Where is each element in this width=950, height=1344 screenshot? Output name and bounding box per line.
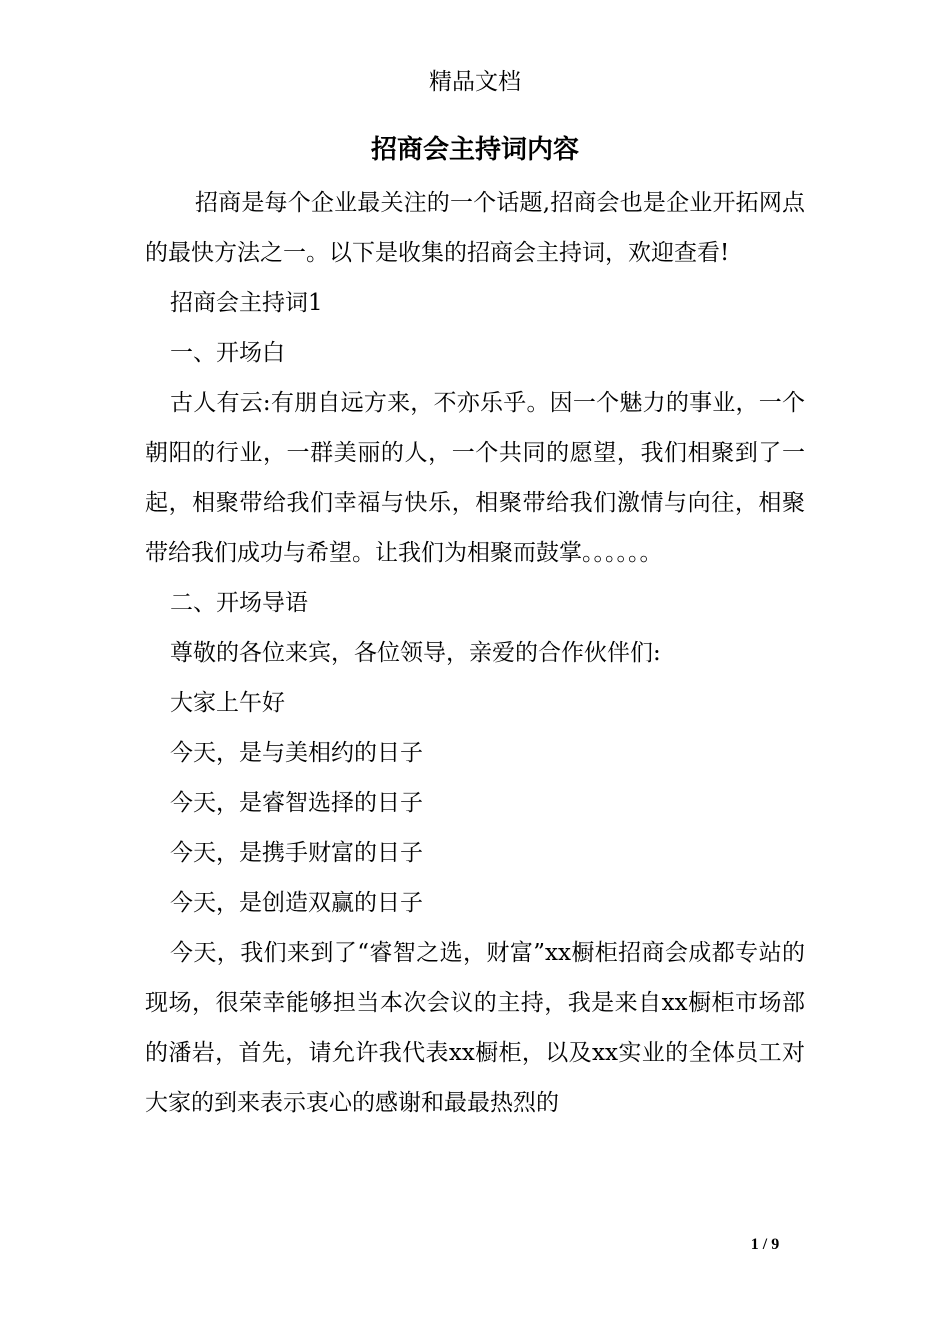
subsection-heading: 二、开场导语 bbox=[170, 590, 308, 616]
page-header: 精品文档 bbox=[429, 69, 521, 95]
document-title: 招商会主持词内容 bbox=[370, 135, 579, 165]
paragraph: 今天，我们来到了“睿智之选，财富”xx橱柜招商会成都专站的现场，很荣幸能够担当本次会议的主持，我是来自xx橱柜市场部的潘岩，首先，请允许我代表xx橱柜，以及xx实业的全体员工对大家的到来表示衷心的感谢和最最热烈的 bbox=[145, 940, 805, 1116]
paragraph: 今天，是携手财富的日子 bbox=[170, 840, 423, 866]
paragraph: 今天，是创造双赢的日子 bbox=[170, 890, 423, 916]
paragraph: 大家上午好 bbox=[170, 690, 285, 716]
page-number: 1 / 9 bbox=[750, 1236, 780, 1253]
paragraph: 今天，是睿智选择的日子 bbox=[170, 790, 423, 816]
subsection-heading: 一、开场白 bbox=[170, 340, 285, 366]
paragraph-intro: 招商是每个企业最关注的一个话题,招商会也是企业开拓网点的最快方法之一。以下是收集的招商会主持词，欢迎查看! bbox=[145, 190, 805, 266]
document-body bbox=[145, 178, 805, 1128]
paragraph: 尊敬的各位来宾，各位领导，亲爱的合作伙伴们: bbox=[170, 640, 661, 666]
paragraph: 古人有云:有朋自远方来，不亦乐乎。因一个魅力的事业，一个朝阳的行业，一群美丽的人，一个共同的愿望，我们相聚到了一起，相聚带给我们幸福与快乐，相聚带给我们激情与向往，相聚带给我们成功与希望。让我们为相聚而鼓掌。。。。。。 bbox=[145, 390, 805, 566]
section-heading: 招商会主持词1 bbox=[170, 290, 323, 316]
paragraph: 今天，是与美相约的日子 bbox=[170, 740, 423, 766]
